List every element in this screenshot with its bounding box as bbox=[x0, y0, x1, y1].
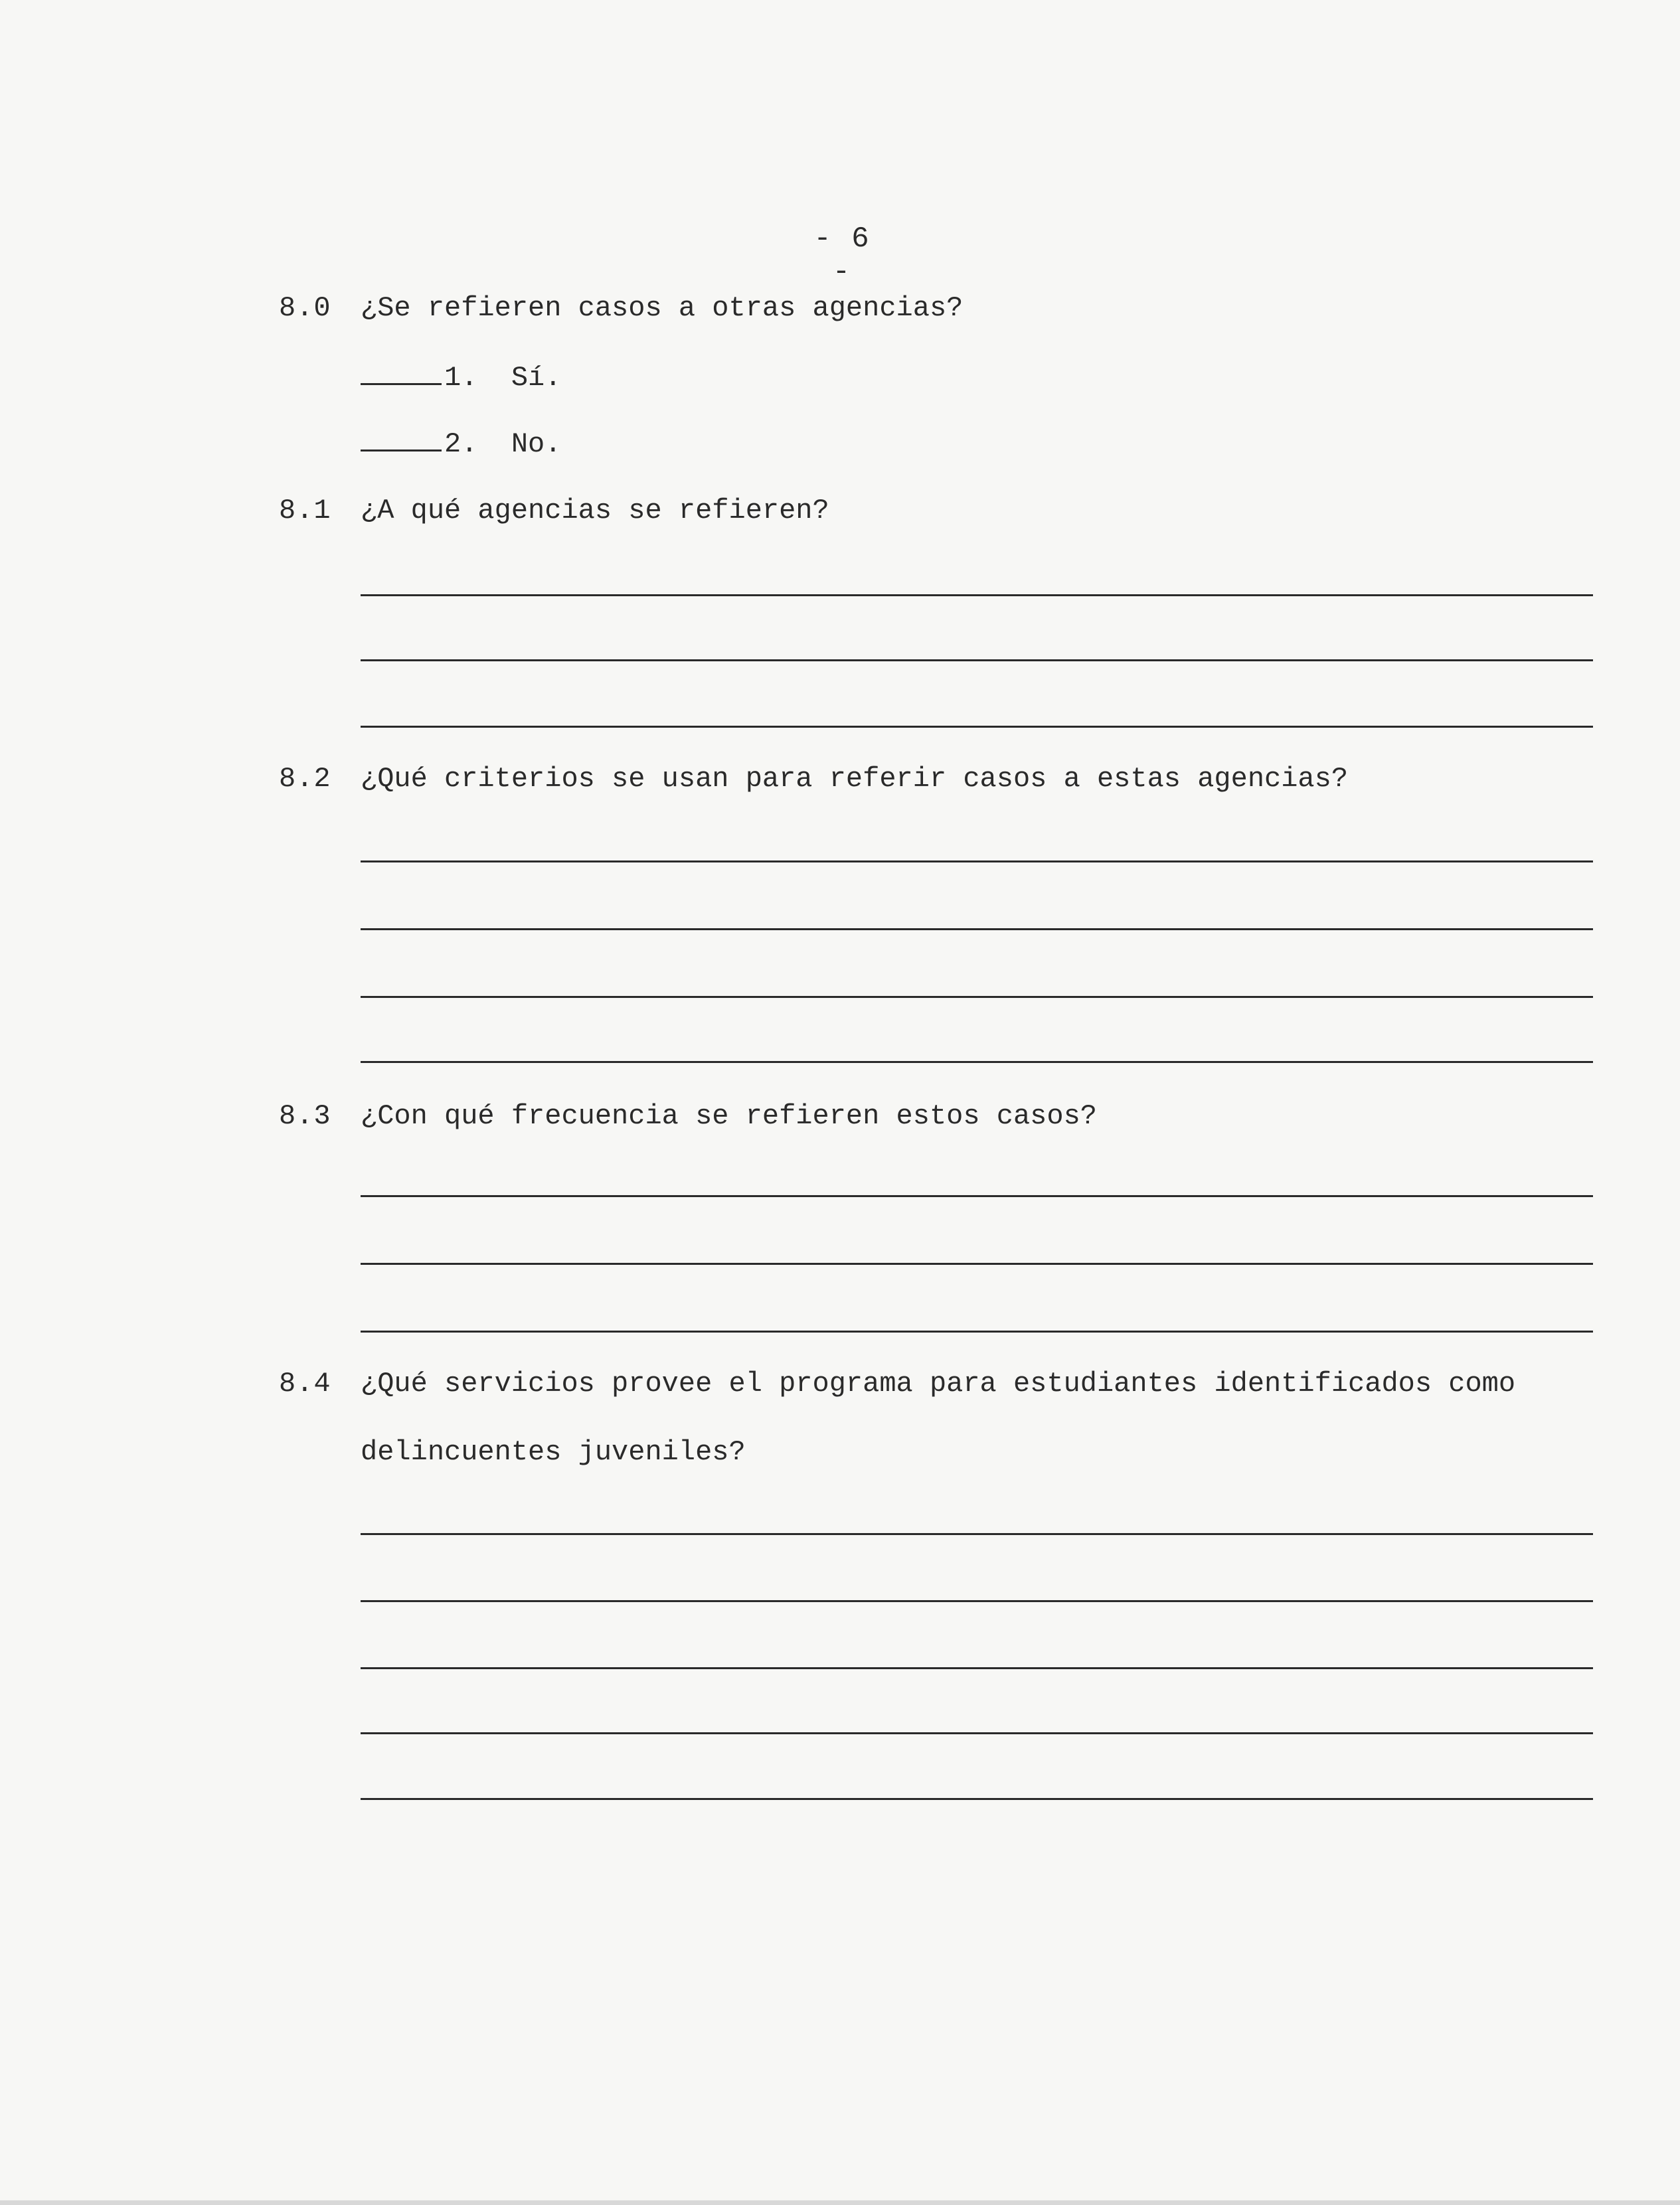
question-8-3-text: ¿Con qué frecuencia se refieren estos casos? bbox=[361, 1100, 1097, 1132]
answer-line-8-2-4[interactable] bbox=[361, 1061, 1593, 1063]
answer-line-8-3-2[interactable] bbox=[361, 1263, 1593, 1265]
question-8-3-number: 8.3 bbox=[279, 1100, 331, 1132]
answer-line-8-4-5[interactable] bbox=[361, 1798, 1593, 1800]
answer-line-8-3-3[interactable] bbox=[361, 1331, 1593, 1333]
question-8-2-text: ¿Qué criterios se usan para referir casos a estas agencias? bbox=[361, 763, 1349, 795]
question-8-2-number: 8.2 bbox=[279, 763, 331, 795]
checkbox-blank-no[interactable] bbox=[361, 427, 442, 451]
scan-bottom-edge bbox=[0, 2200, 1680, 2205]
question-8-0-text: ¿Se refieren casos a otras agencias? bbox=[361, 292, 964, 324]
question-8-1-number: 8.1 bbox=[279, 495, 331, 527]
answer-line-8-1-1[interactable] bbox=[361, 594, 1593, 596]
answer-line-8-4-4[interactable] bbox=[361, 1732, 1593, 1734]
answer-line-8-4-1[interactable] bbox=[361, 1533, 1593, 1535]
option-no[interactable] bbox=[361, 427, 561, 460]
option-no-text: No. bbox=[511, 428, 562, 460]
question-8-4-number: 8.4 bbox=[279, 1368, 331, 1400]
option-si-text: Sí. bbox=[511, 362, 562, 394]
answer-line-8-1-3[interactable] bbox=[361, 726, 1593, 728]
answer-line-8-4-2[interactable] bbox=[361, 1600, 1593, 1602]
answer-line-8-2-1[interactable] bbox=[361, 860, 1593, 862]
answer-line-8-1-2[interactable] bbox=[361, 659, 1593, 661]
answer-line-8-2-2[interactable] bbox=[361, 928, 1593, 930]
page-number: - 6 - bbox=[813, 222, 871, 289]
option-no-label: 2. bbox=[444, 428, 478, 460]
question-8-4-text-line1: ¿Qué servicios provee el programa para estudiantes identificados como bbox=[361, 1368, 1516, 1400]
option-si[interactable] bbox=[361, 361, 561, 394]
answer-line-8-3-1[interactable] bbox=[361, 1195, 1593, 1197]
answer-line-8-4-3[interactable] bbox=[361, 1667, 1593, 1669]
question-8-4-text-line2: delincuentes juveniles? bbox=[361, 1436, 746, 1468]
question-8-0-number: 8.0 bbox=[279, 292, 331, 324]
question-8-1-text: ¿A qué agencias se refieren? bbox=[361, 495, 829, 527]
checkbox-blank-si[interactable] bbox=[361, 361, 442, 385]
option-si-label: 1. bbox=[444, 362, 478, 394]
answer-line-8-2-3[interactable] bbox=[361, 996, 1593, 998]
